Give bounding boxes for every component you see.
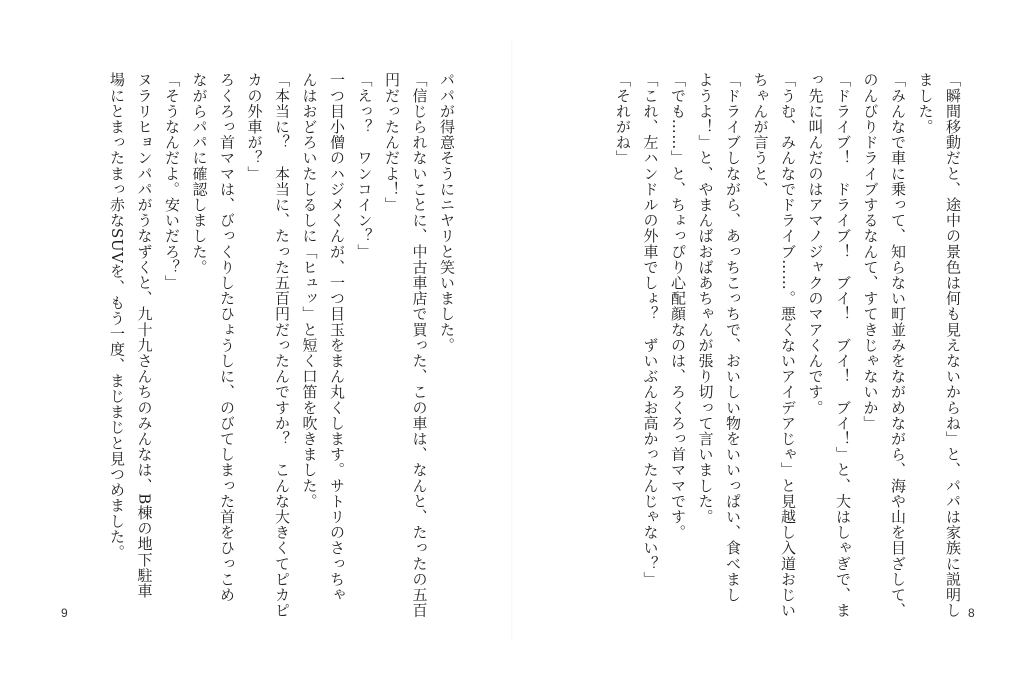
page-number: 9 bbox=[61, 606, 68, 620]
text-line: 「そうなんだよ。安いだろ？」 bbox=[163, 72, 181, 291]
text-line: 円だったんだよ！」 bbox=[383, 72, 401, 213]
text-line: ながらパパに確認しました。 bbox=[190, 72, 209, 275]
text-line: 「本当に？ 本当に、たった五百円だったんですか？ こんな大きくてピカピ bbox=[273, 72, 291, 618]
text-line: 「それがね」 bbox=[614, 72, 632, 166]
right-page-text bbox=[609, 72, 967, 618]
text-line: 「これ、左ハンドルの外車でしょ？ ずいぶんお高かったんじゃない？」 bbox=[641, 72, 660, 587]
text-line: ました。 bbox=[916, 72, 935, 135]
text-line: カの外車が？」 bbox=[245, 72, 264, 182]
text-line: ちゃんが言うと、 bbox=[751, 72, 770, 197]
text-line: のんびりドライブするなんて、すてきじゃないか」 bbox=[861, 72, 880, 431]
right-page bbox=[512, 0, 1024, 681]
text-line: 「うむ、みんなでドライブ……。悪くないアイデアじゃ」と見越し入道おじい bbox=[779, 72, 797, 618]
text-line: ようよ！」と、やまんばおばあちゃんが張り切って言いました。 bbox=[696, 72, 715, 525]
text-line: 「瞬間移動だと、途中の景色は何も見えないからね」と、パパは家族に説明し bbox=[944, 72, 962, 618]
text-line: 場にとまったまっ赤なSUVを、もう一度、まじまじと見つめました。 bbox=[108, 72, 126, 560]
page-number: 8 bbox=[968, 606, 975, 620]
text-line: ろくろっ首ママは、びっくりしたひょうしに、のびてしまった首をひっこめ bbox=[218, 72, 236, 603]
text-line: ヌラリヒョンパパがうなずくと、九十九さんちのみんなは、B棟の地下駐車 bbox=[135, 72, 154, 599]
text-line: 「信じられないことに、中古車店で買った、この車は、なんと、たったの五百 bbox=[410, 72, 429, 618]
text-line: 「ドライブしながら、あっちこっちで、おいしい物をいいっぱい、食べまし bbox=[724, 72, 742, 603]
text-line: 「えっ？ ワンコイン？」 bbox=[355, 72, 374, 260]
text-line: 一つ目小僧のハジメくんが、一つ目玉をまん丸くします。サトリのさっちゃ bbox=[328, 72, 346, 603]
text-line: 「みんなで車に乗って、知らない町並みをながめながら、海や山を目ざして、 bbox=[889, 72, 907, 618]
text-line: んはおどろいたしるしに「ヒュッ」と短く口笛を吹きました。 bbox=[300, 72, 319, 509]
text-line: パパが得意そうにニヤリと笑いました。 bbox=[438, 72, 456, 353]
left-page-text bbox=[103, 72, 461, 618]
text-line: っ先に叫んだのはアマノジャクのマアくんです。 bbox=[806, 72, 825, 416]
text-line: 「ドライブ！ ドライブ！ ブイ！ ブイ！ ブイ！」と、大はしゃぎで、ま bbox=[834, 72, 852, 618]
text-line: 「でも……」と、ちょっぴり心配顔なのは、ろくろっ首ママです。 bbox=[669, 72, 687, 540]
